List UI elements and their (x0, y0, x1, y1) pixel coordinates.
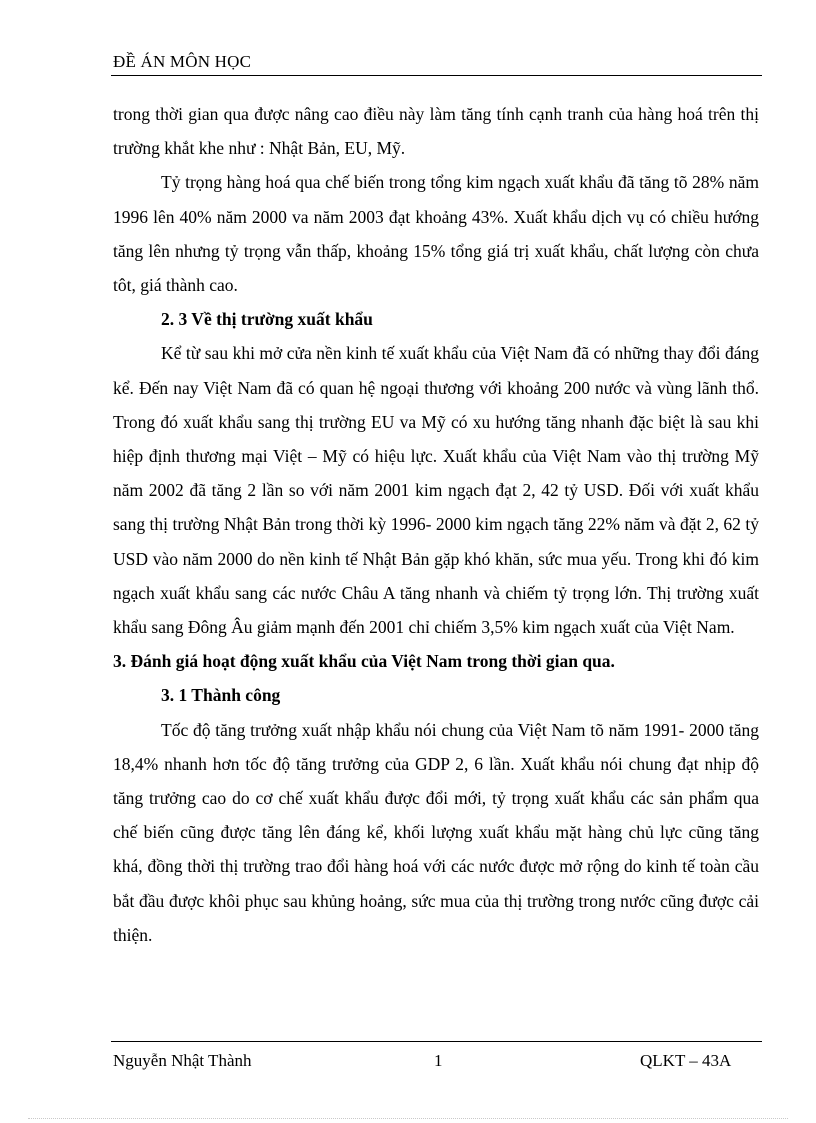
header-title: ĐỀ ÁN MÔN HỌC (113, 52, 252, 71)
footer-class-code: QLKT – 43A (640, 1051, 732, 1070)
heading-3-1-success: 3. 1 Thành công (161, 685, 281, 706)
header-divider (111, 75, 762, 76)
footer-divider (111, 1041, 762, 1042)
heading-2-3-export-markets: 2. 3 Về thị trường xuất khẩu (161, 309, 373, 330)
heading-3-evaluation: 3. Đánh giá hoạt động xuất khẩu của Việt Nam trong thời gian qua. (113, 651, 615, 672)
paragraph-continuation: trong thời gian qua được nâng cao điều này làm tăng tính cạnh tranh của hàng hoá trên thị trường khắt khe như : Nhật Bản, EU, Mỹ. (113, 104, 759, 159)
footer-page-number: 1 (434, 1051, 443, 1070)
document-body (113, 97, 759, 952)
footer-author: Nguyễn Nhật Thành (113, 1051, 252, 1070)
paragraph-processed-goods: Tỷ trọng hàng hoá qua chế biến trong tổng kim ngạch xuất khẩu đã tăng tõ 28% năm 1996 lên 40% năm 2000 va năm 2003 đạt khoảng 43%. Xuất khẩu dịch vụ có chiều hướng tăng lên nhưng tỷ trọng vẫn thấp, khoảng 15% tổng giá trị xuất khẩu, chất lượng còn chưa tôt, giá thành cao. (113, 172, 759, 296)
paragraph-growth-rate: Tốc độ tăng trưởng xuất nhập khẩu nói chung của Việt Nam tõ năm 1991- 2000 tăng 18,4% nhanh hơn tốc độ tăng trưởng của GDP 2, 6 lần. Xuất khẩu nói chung đạt nhịp độ tăng trưởng cao do cơ chế xuất khẩu được đổi mới, tỷ trọng xuất khẩu các sản phẩm qua chế biến cũng được tăng lên đáng kể, khối lượng xuất khẩu mặt hàng chủ lực cũng tăng khá, đồng thời thị trường trao đổi hàng hoá với các nước được mở rộng do kinh tế toàn cầu bắt đầu được khôi phục sau khủng hoảng, sức mua của thị trường trong nước cũng được cải thiện. (113, 719, 759, 945)
paragraph-export-markets: Kể từ sau khi mở cửa nền kinh tế xuất khẩu của Việt Nam đã có những thay đổi đáng kể. Đến nay Việt Nam đã có quan hệ ngoại thương với khoảng 200 nước và vùng lãnh thổ. Trong đó xuất khẩu sang thị trường EU va Mỹ có xu hướng tăng nhanh đặc biệt là sau khi hiệp định thương mại Việt – Mỹ có hiệu lực. Xuất khẩu của Việt Nam vào thị trường Mỹ năm 2002 đã tăng 2 lần so với năm 2001 kim ngạch đạt 2, 42 tỷ USD. Đối với xuất khẩu sang thị trường Nhật Bản trong thời kỳ 1996- 2000 kim ngạch tăng 22% năm và đặt 2, 62 tỷ USD vào năm 2000 do nền kinh tế Nhật Bản gặp khó khăn, sức mua yếu. Trong khi đó kim ngạch xuất khẩu sang các nước Châu A tăng nhanh và chiếm tỷ trọng lớn. Thị trường xuất khẩu sang Đông Âu giảm mạnh đến 2001 chỉ chiếm 3,5% kim ngạch xuất của Việt Nam. (113, 343, 759, 638)
page-bottom-edge (28, 1118, 788, 1119)
